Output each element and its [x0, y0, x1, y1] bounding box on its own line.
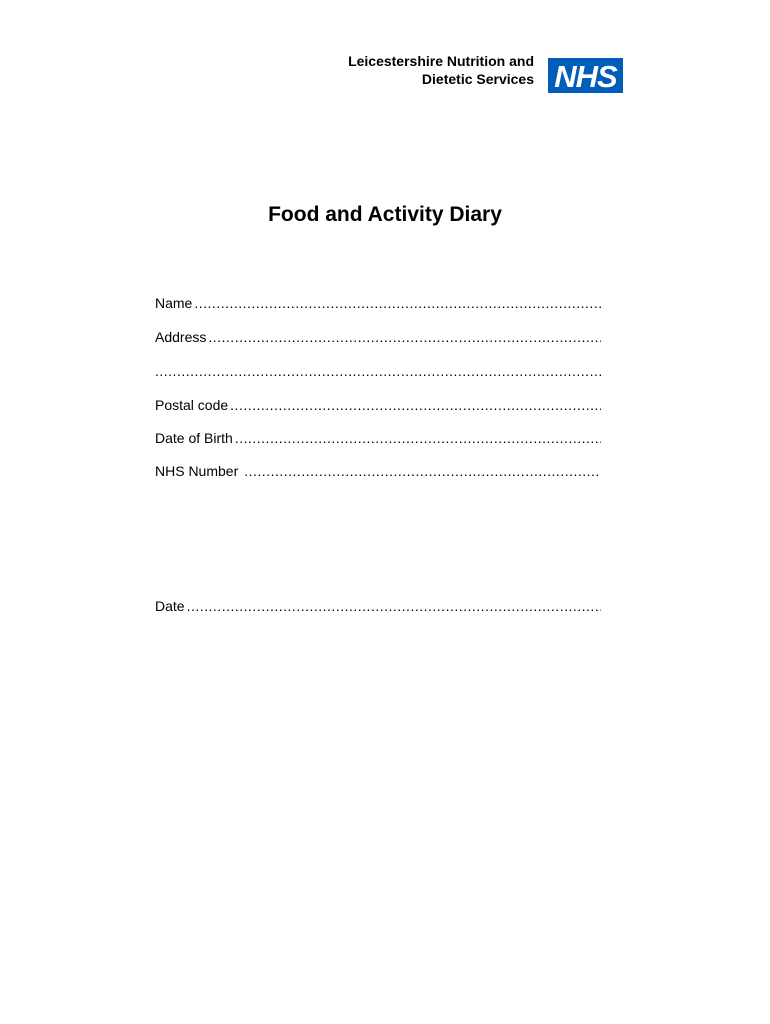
nhs-number-label: NHS Number [155, 463, 239, 479]
date-of-birth-label: Date of Birth [155, 430, 233, 446]
date-of-birth-dotted-line [235, 429, 601, 447]
address-line-2-dotted-line [155, 362, 601, 380]
name-label: Name [155, 295, 193, 311]
organisation-name [348, 52, 534, 88]
date-field[interactable] [155, 597, 601, 615]
postal-code-label: Postal code [155, 397, 229, 413]
organisation-name-line-1: Leicestershire Nutrition and [348, 53, 534, 69]
document-title: Food and Activity Diary [268, 203, 502, 226]
nhs-number-dotted-line [244, 462, 601, 480]
date-dotted-line [187, 597, 601, 615]
postal-code-field[interactable] [155, 396, 601, 414]
date-label: Date [155, 598, 185, 614]
nhs-logo-text: NHS [554, 59, 617, 93]
nhs-logo [548, 58, 623, 93]
nhs-number-field[interactable] [155, 462, 601, 480]
name-field[interactable] [155, 294, 601, 312]
organisation-name-line-2: Dietetic Services [421, 71, 534, 87]
date-of-birth-field[interactable] [155, 429, 601, 447]
address-line-2-field[interactable] [155, 362, 601, 380]
name-dotted-line [194, 294, 601, 312]
address-dotted-line [208, 328, 601, 346]
address-field[interactable] [155, 328, 601, 346]
address-label: Address [155, 329, 207, 345]
postal-code-dotted-line [230, 396, 601, 414]
